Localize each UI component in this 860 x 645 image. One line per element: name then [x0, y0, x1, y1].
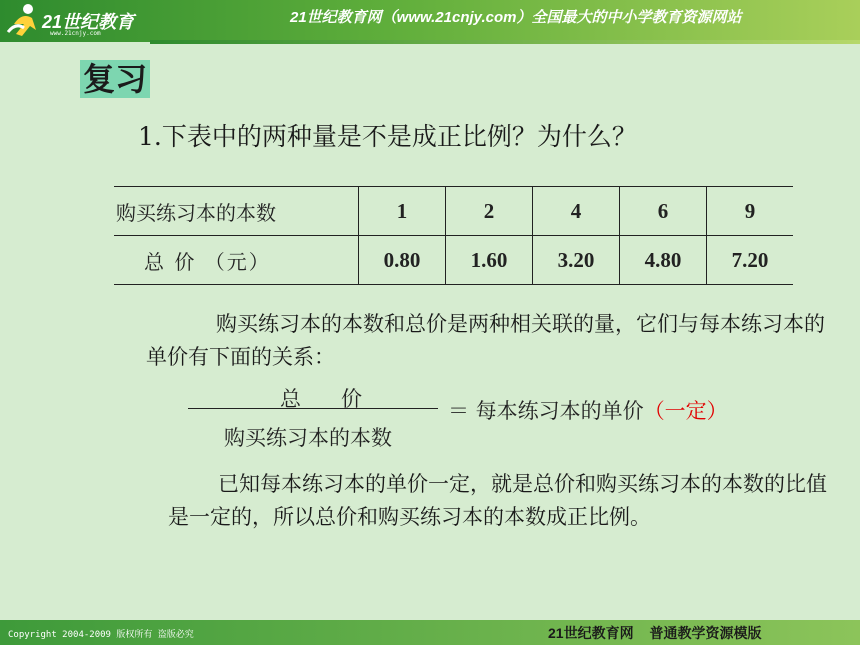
site-logo[interactable]	[6, 2, 146, 42]
table-cell: 6	[620, 187, 707, 236]
footer-brand: 21世纪教育网 普通教学资源模版	[548, 625, 762, 641]
runner-icon	[6, 2, 42, 40]
table-cell: 3.20	[533, 236, 620, 285]
constant-note: （一定）	[643, 399, 728, 423]
site-title: 21世纪教育网（www.21cnjy.com）全国最大的中小学教育资源网站	[290, 9, 742, 26]
table-row	[114, 236, 793, 285]
logo-text: 21世纪教育	[42, 12, 135, 32]
paragraph-text: 已知每本练习本的单价一定，就是总价和购买练习本的本数的比值是一定的，所以总价和购买练习本的本数成正比例。	[168, 472, 827, 529]
paragraph-conclusion	[168, 468, 838, 534]
table-cell: 1	[359, 187, 446, 236]
question-title: 1.下表中的两种量是不是成正比例？为什么？	[138, 122, 637, 151]
row-label: 购买练习本的本数	[114, 187, 359, 236]
fraction-numerator: 总 价	[280, 387, 363, 411]
data-table	[114, 186, 793, 285]
table-cell: 0.80	[359, 236, 446, 285]
table-row	[114, 187, 793, 236]
paragraph-text: 购买练习本的本数和总价是两种相关联的量，它们与每本练习本的单价有下面的关系：	[146, 312, 825, 369]
fraction-bar	[188, 408, 438, 409]
logo-url: www.21cnjy.com	[50, 30, 101, 37]
fraction-denominator: 购买练习本的本数	[224, 426, 392, 450]
review-badge: 复习	[80, 60, 150, 98]
paragraph-relation	[146, 308, 836, 374]
header-stripe	[150, 40, 860, 44]
row-label: 总 价 （元）	[114, 236, 359, 285]
table-cell: 1.60	[446, 236, 533, 285]
table-cell: 9	[707, 187, 794, 236]
table-cell: 4	[533, 187, 620, 236]
table-cell: 7.20	[707, 236, 794, 285]
table-cell: 2	[446, 187, 533, 236]
equation	[448, 395, 728, 425]
equation-text: ＝ 每本练习本的单价	[448, 399, 644, 423]
table-cell: 4.80	[620, 236, 707, 285]
copyright-text: Copyright 2004-2009 版权所有 盗版必究	[8, 630, 194, 640]
